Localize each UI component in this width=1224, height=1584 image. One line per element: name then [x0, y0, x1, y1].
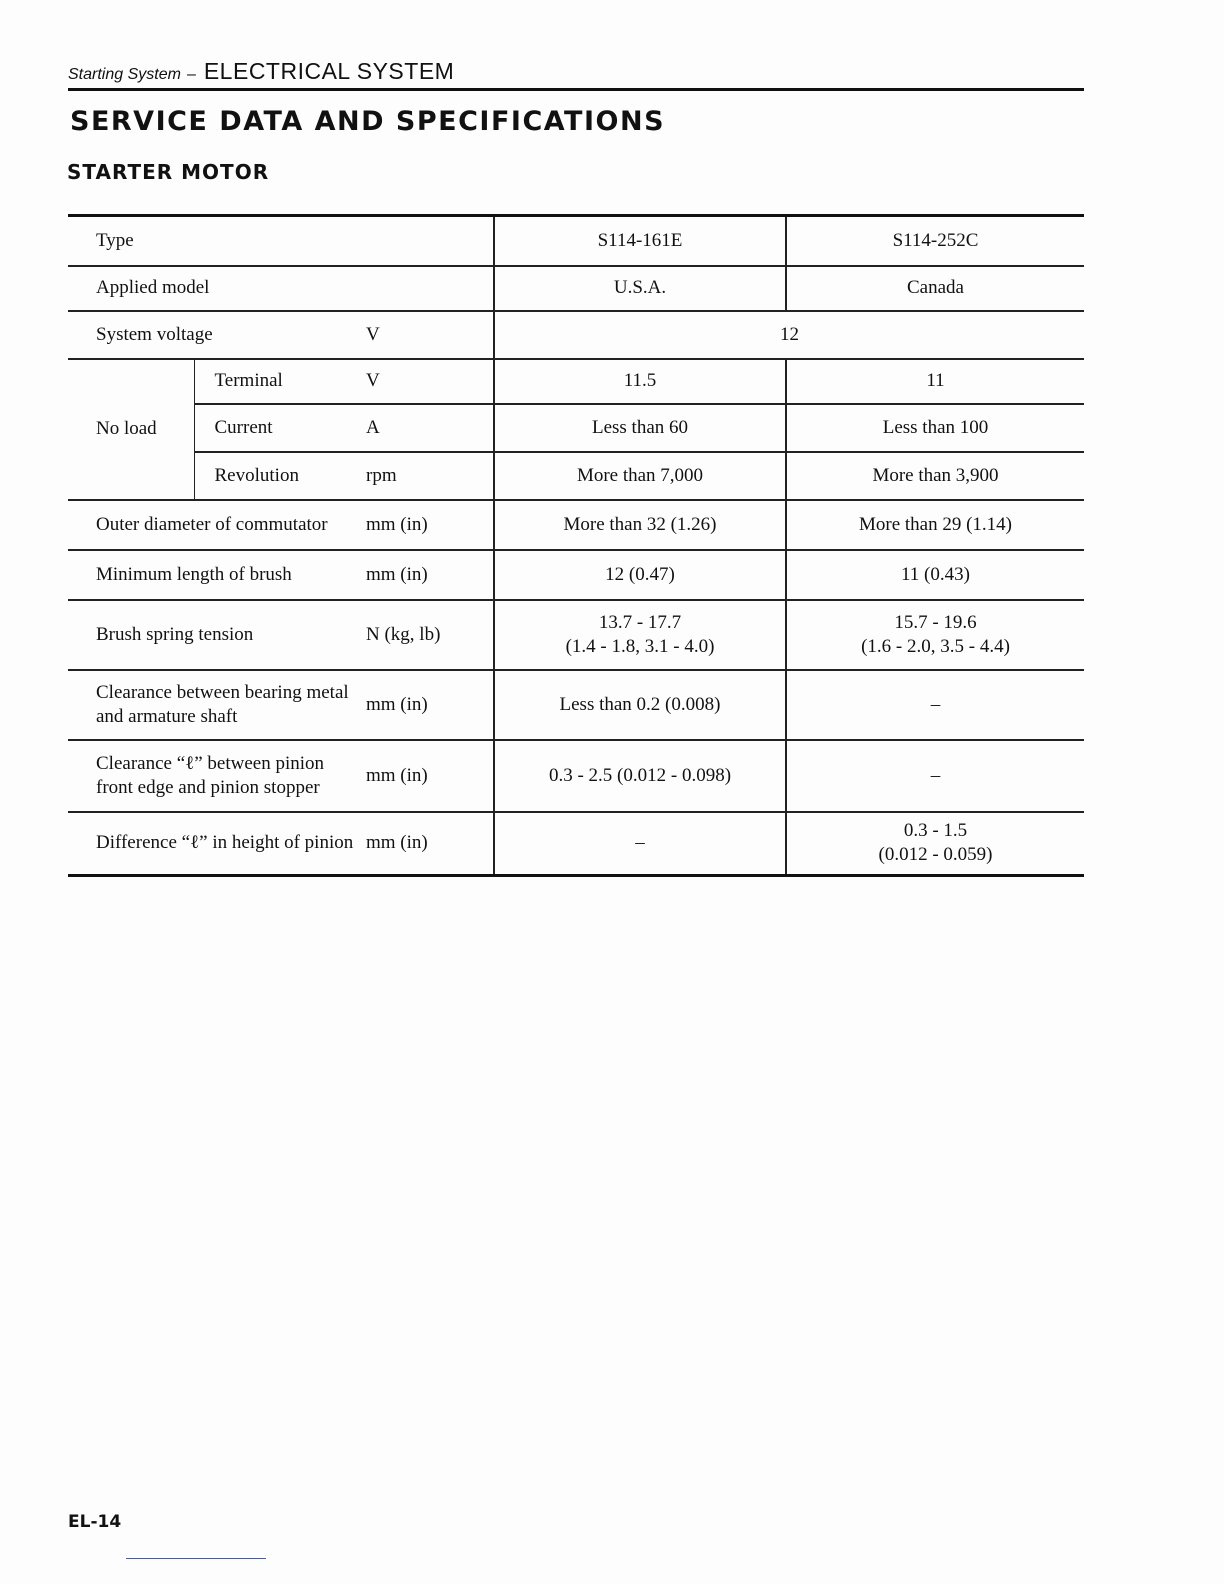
- header-separator: –: [186, 66, 196, 83]
- table-row-bearing-clearance: [68, 670, 1084, 740]
- row-unit: rpm: [366, 464, 397, 486]
- table-row-no-load-current: [68, 404, 1084, 452]
- value-col2: Canada: [786, 266, 1084, 311]
- row-label: Type: [96, 229, 134, 251]
- section-subtitle: STARTER MOTOR: [67, 160, 270, 184]
- value-col1: Less than 60: [494, 404, 786, 452]
- section-name: Starting System: [68, 66, 181, 83]
- no-load-label: No load: [96, 418, 157, 439]
- table-row-commutator: [68, 500, 1084, 550]
- page-number: EL-14: [68, 1512, 122, 1532]
- value-col1: [494, 600, 786, 670]
- value-col1: Less than 0.2 (0.008): [494, 670, 786, 740]
- row-label: Brush spring tension: [96, 623, 254, 645]
- table-row-brush-length: [68, 550, 1084, 600]
- sub-label: Revolution: [194, 452, 360, 500]
- value-col2: 11 (0.43): [786, 550, 1084, 600]
- row-label: [68, 670, 360, 740]
- row-unit: V: [366, 370, 380, 391]
- row-unit: mm (in): [366, 513, 428, 535]
- table-row-type: [68, 216, 1084, 266]
- table-row-applied-model: [68, 266, 1084, 311]
- row-unit: mm (in): [366, 563, 428, 585]
- row-label: Outer diameter of commutator: [96, 513, 328, 535]
- value-s114-252c: S114-252C: [786, 216, 1084, 266]
- footer-rule: [126, 1558, 266, 1559]
- value-col2: [786, 812, 1084, 876]
- starter-motor-spec-table: [68, 214, 1084, 877]
- row-unit: mm (in): [366, 764, 428, 786]
- value-col1: More than 7,000: [494, 452, 786, 500]
- label-line: and armature shaft: [96, 705, 238, 727]
- sub-label: Current: [194, 404, 360, 452]
- table-row-no-load-revolution: [68, 452, 1084, 500]
- row-label: Minimum length of brush: [96, 563, 292, 585]
- value-shared: 12: [494, 311, 1084, 359]
- value-col2: 11: [786, 359, 1084, 404]
- value-col1: –: [494, 812, 786, 876]
- value-col1: U.S.A.: [494, 266, 786, 311]
- value-col2: Less than 100: [786, 404, 1084, 452]
- value-col1: 11.5: [494, 359, 786, 404]
- value-col1: 12 (0.47): [494, 550, 786, 600]
- value-line: 13.7 - 17.7: [598, 611, 682, 633]
- value-line: (1.6 - 2.0, 3.5 - 4.4): [861, 635, 1010, 657]
- value-col2: [786, 600, 1084, 670]
- label-line: front edge and pinion stopper: [96, 776, 320, 798]
- value-line: (0.012 - 0.059): [878, 844, 993, 866]
- row-unit: mm (in): [366, 832, 428, 854]
- table-row-no-load-terminal: [68, 359, 1084, 404]
- table-row-pinion-height: [68, 812, 1084, 876]
- value-col1: 0.3 - 2.5 (0.012 - 0.098): [494, 740, 786, 812]
- row-label: Difference “ℓ” in height of pinion: [96, 832, 354, 854]
- value-col2: –: [786, 670, 1084, 740]
- running-header: [68, 58, 1084, 91]
- row-label: System voltage: [96, 323, 213, 345]
- value-s114-161e: S114-161E: [494, 216, 786, 266]
- table-row-pinion-clearance: [68, 740, 1084, 812]
- table-row-system-voltage: [68, 311, 1084, 359]
- label-line: Clearance between bearing metal: [96, 681, 349, 703]
- row-unit: A: [366, 416, 380, 438]
- chapter-name: ELECTRICAL SYSTEM: [203, 58, 455, 84]
- row-unit: N (kg, lb): [366, 623, 441, 645]
- row-label: [68, 740, 360, 812]
- value-col2: More than 29 (1.14): [786, 500, 1084, 550]
- value-line: (1.4 - 1.8, 3.1 - 4.0): [565, 635, 715, 657]
- row-unit: V: [366, 323, 380, 345]
- value-col1: More than 32 (1.26): [494, 500, 786, 550]
- value-col2: More than 3,900: [786, 452, 1084, 500]
- row-unit: mm (in): [366, 693, 428, 715]
- table-row-spring-tension: [68, 600, 1084, 670]
- value-line: 0.3 - 1.5: [903, 820, 968, 842]
- page-title: SERVICE DATA AND SPECIFICATIONS: [70, 106, 666, 137]
- value-line: 15.7 - 19.6: [894, 611, 977, 633]
- value-col2: –: [786, 740, 1084, 812]
- sub-label: Terminal: [194, 359, 360, 404]
- row-label: Applied model: [96, 277, 210, 298]
- label-line: Clearance “ℓ” between pinion: [96, 752, 325, 774]
